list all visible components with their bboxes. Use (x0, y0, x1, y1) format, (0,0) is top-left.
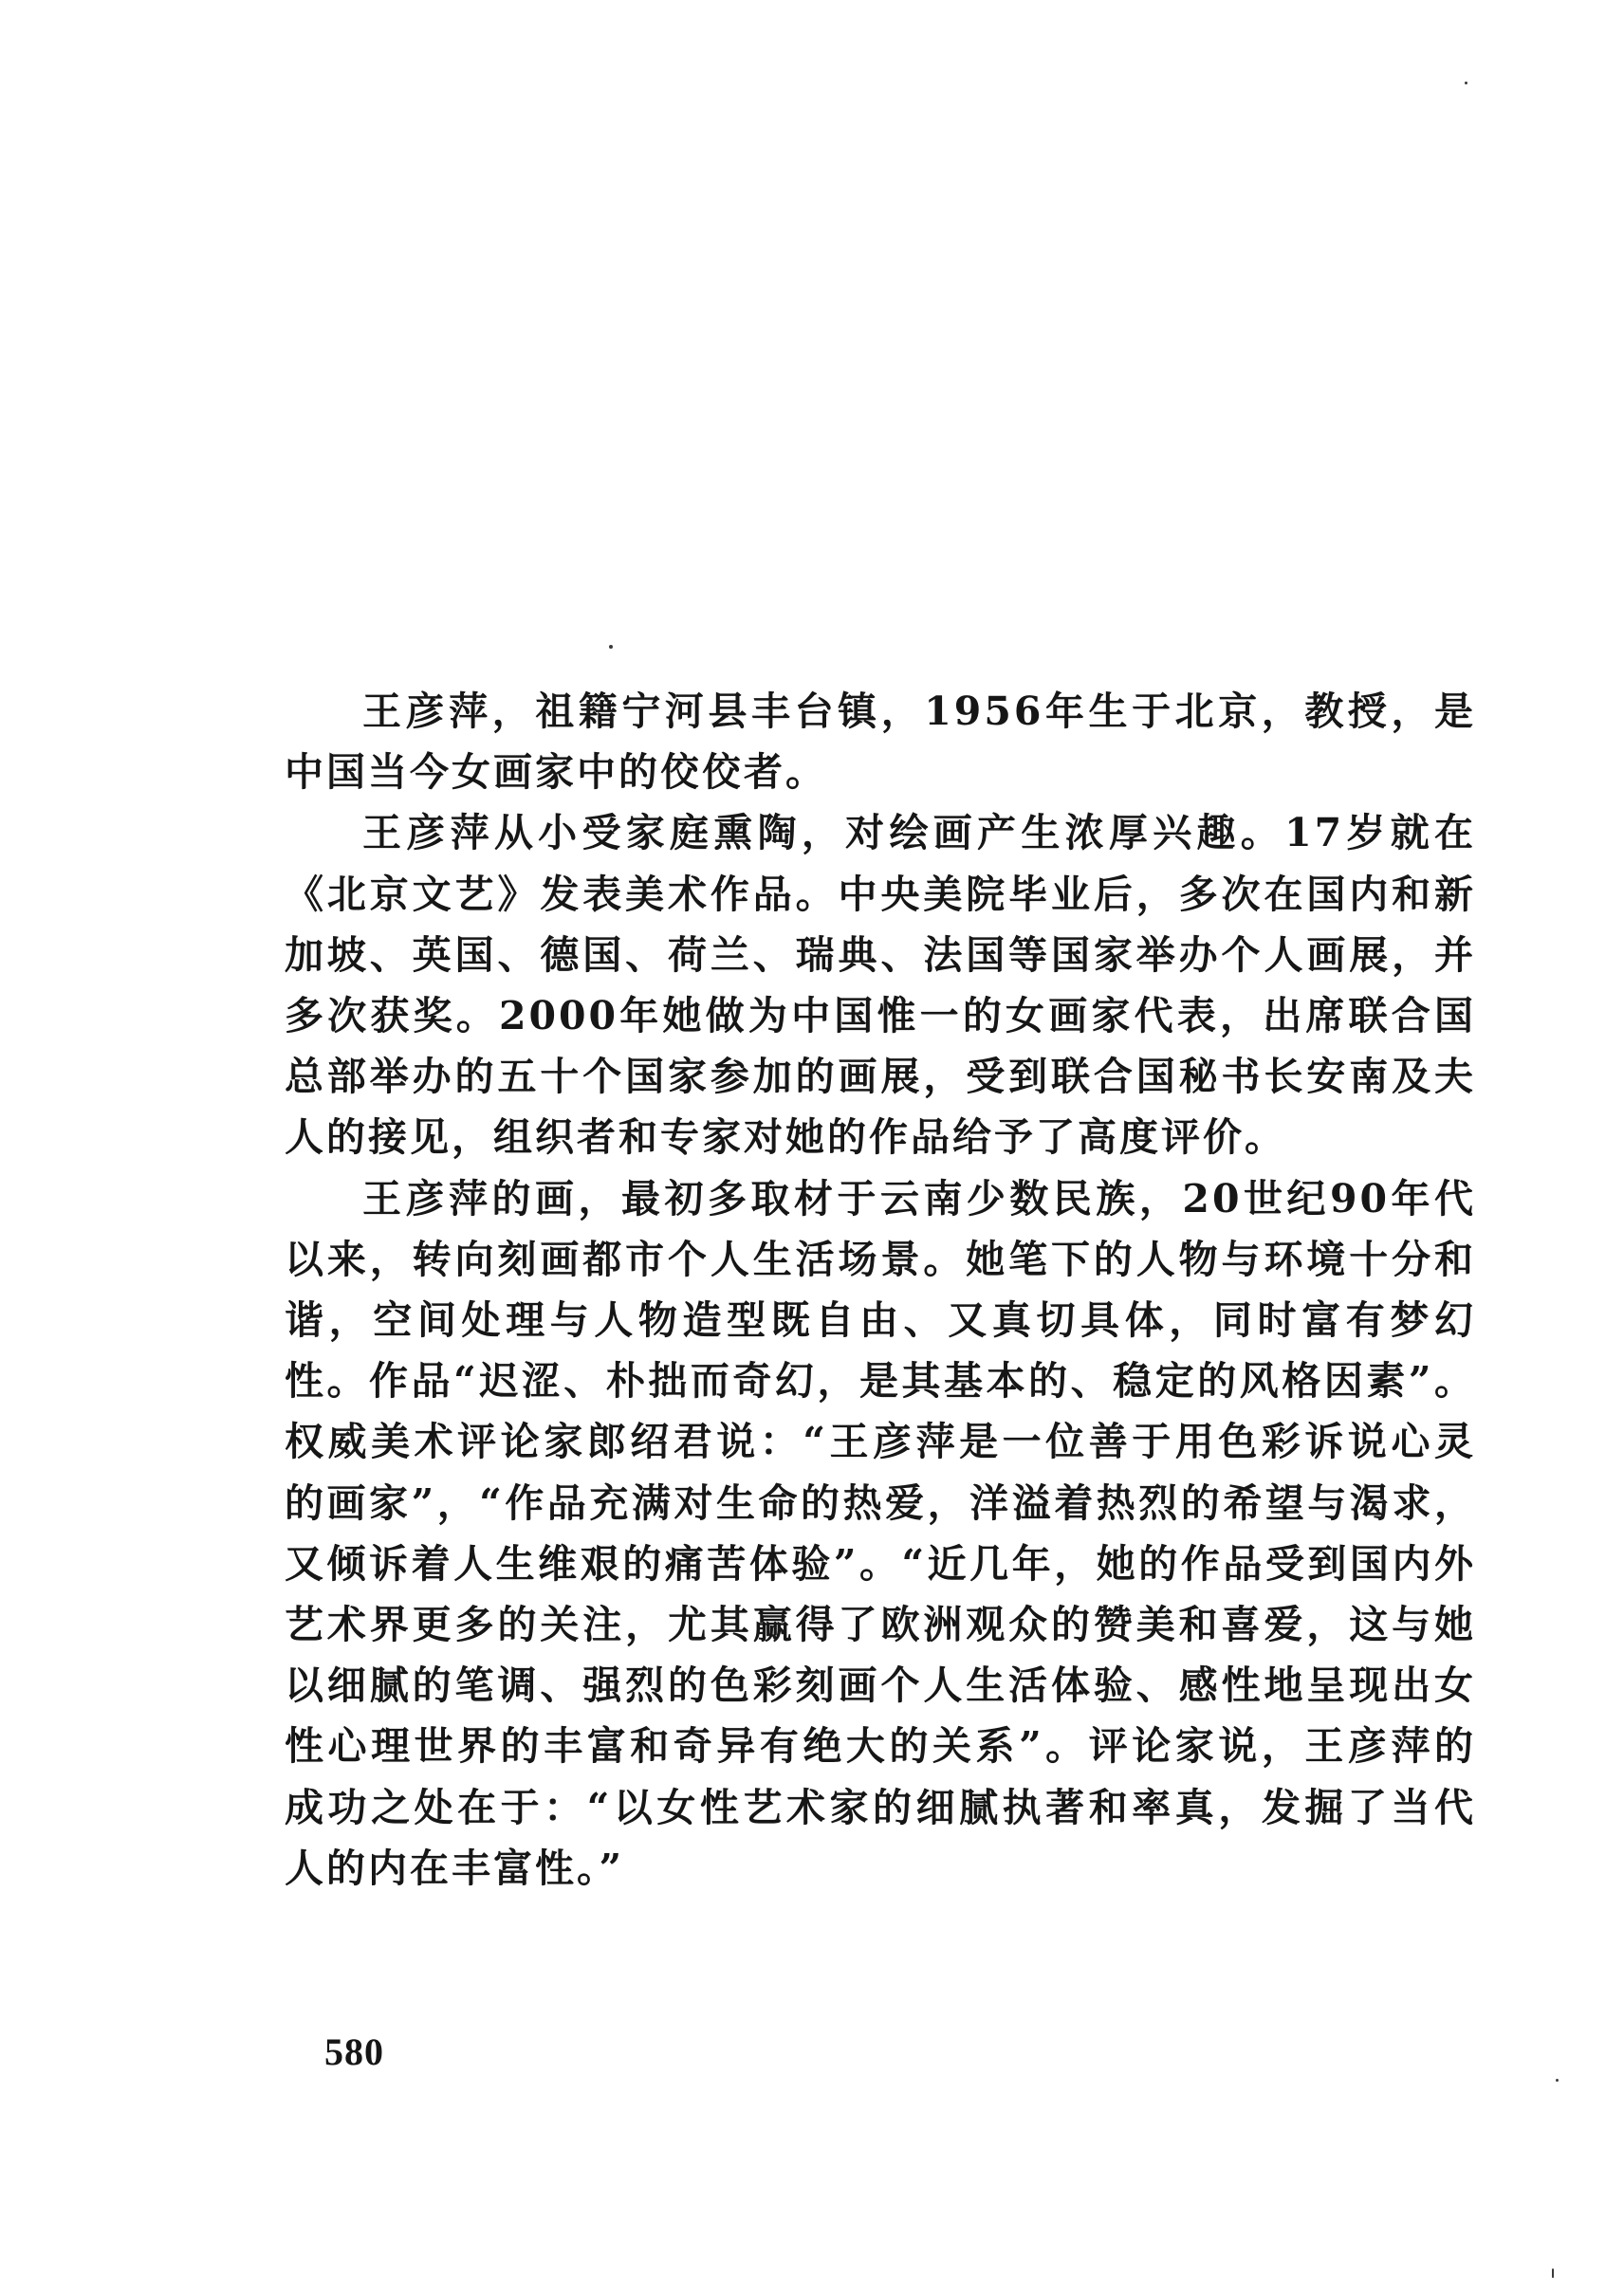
paragraph-2: 王彦萍从小受家庭熏陶，对绘画产生浓厚兴趣。17岁就在《北京文艺》发表美术作品。中央美院毕业后，多次在国内和新加坡、英国、德国、荷兰、瑞典、法国等国家举办个人画展，并多次获奖。2000年她做为中国惟一的女画家代表，出席联合国总部举办的五十个国家参加的画展，受到联合国秘书长安南及夫人的接见，组织者和专家对她的作品给予了高度评价。 (285, 810, 1476, 1161)
scan-speck (609, 645, 613, 649)
paragraph-1: 王彦萍，祖籍宁河县丰台镇，1956年生于北京，教授，是中国当今女画家中的佼佼者。 (285, 689, 1476, 796)
scan-speck (1556, 2079, 1559, 2082)
scan-speck (1465, 82, 1467, 84)
body-text (285, 681, 1476, 1899)
page-number: 580 (324, 2030, 384, 2073)
scan-speck (1552, 2268, 1554, 2278)
paragraph-3: 王彦萍的画，最初多取材于云南少数民族，20世纪90年代以来，转向刻画都市个人生活场景。她笔下的人物与环境十分和谐，空间处理与人物造型既自由、又真切具体，同时富有梦幻性。作品“迟涩、朴拙而奇幻，是其基本的、稳定的风格因素”。权威美术评论家郎绍君说：“王彦萍是一位善于用色彩诉说心灵的画家”，“作品充满对生命的热爱，洋溢着热烈的希望与渴求，又倾诉着人生维艰的痛苦体验”。“近几年，她的作品受到国内外艺术界更多的关注，尤其赢得了欧洲观众的赞美和喜爱，这与她以细腻的笔调、强烈的色彩刻画个人生活体验、感性地呈现出女性心理世界的丰富和奇异有绝大的关系”。评论家说，王彦萍的成功之处在于：“以女性艺术家的细腻执著和率真，发掘了当代人的内在丰富性。” (285, 1175, 1476, 1891)
